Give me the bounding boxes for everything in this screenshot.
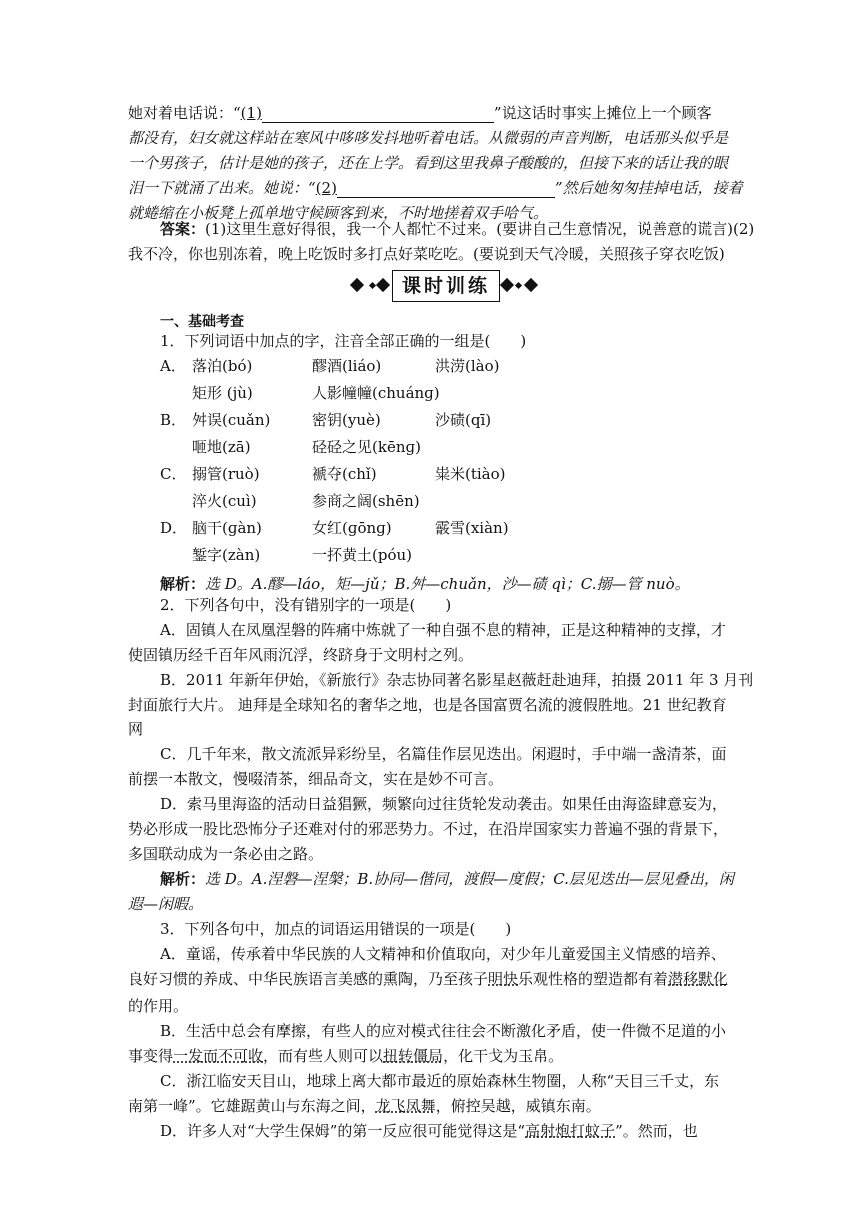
q1-option-item: 醪酒(liáo) (312, 357, 382, 375)
dotted-word: 高射炮打蚊子 (525, 1122, 616, 1140)
passage-text: 她对着电话说：“ (128, 104, 241, 122)
text: D．许多人对“大学生保姆”的第一反应很可能觉得这是“ (160, 1122, 526, 1140)
analysis-text: 选 D。A.涅磐—涅槃；B.协同—偕同，渡假—度假；C.层见迭出—层见叠出，闲 (205, 870, 734, 888)
q1-option-item: 矩形 (jù) (192, 384, 253, 402)
answer-blank-1 (262, 106, 494, 123)
q2-option-b-cont: 网 (128, 720, 144, 738)
dotted-word: 明快 (488, 970, 519, 988)
passage-line-5: 就蜷缩在小板凳上孤单地守候顾客到来，不时地搓着双手哈气。 (128, 204, 549, 222)
q1-option-item: 搦管(ruò) (192, 465, 260, 483)
q1-option-item: 淬火(cuì) (192, 492, 257, 510)
diamond-icon (350, 278, 364, 292)
q2-option-d: D．索马里海盗的活动日益猖獗，频繁向过往货轮发动袭击。如果任由海盗肆意妄为， (160, 795, 728, 813)
section-heading: 一、基础考查 (160, 314, 244, 330)
passage-line-1 (128, 103, 712, 123)
q1-option-item: 粜米(tiào) (435, 465, 506, 483)
q1-option-item: 硁硁之见(kēnɡ) (312, 438, 421, 456)
q1-option-item: 脑干(ɡàn) (192, 519, 262, 537)
q3-stem: 3．下列各句中，加点的词语运用错误的一项是( ) (160, 920, 512, 938)
dot-icon (515, 282, 522, 289)
text: ，而有些人则可以 (263, 1047, 384, 1065)
diamond-icon (524, 278, 538, 292)
q3-option-b-cont (128, 1046, 563, 1066)
q2-analysis-cont: 遐—闲暇。 (128, 895, 204, 913)
q1-stem: 1．下列词语中加点的字，注音全部正确的一组是( ) (160, 332, 527, 350)
q1-option-item: 錾字(zàn) (192, 546, 261, 564)
text: 南第一峰”。它雄踞黄山与东海之间， (128, 1097, 376, 1115)
q1-option-item: 女红(ɡōnɡ) (312, 519, 392, 537)
dotted-word: 龙飞凤舞 (375, 1097, 436, 1115)
q3-option-c: C．浙江临安天目山，地球上离大都市最近的原始森林生物圈，人称“天目三千丈，东 (160, 1072, 720, 1090)
q2-option-c-cont: 前摆一本散文，慢啜清茶，细品奇文，实在是妙不可言。 (128, 770, 504, 788)
q2-option-c: C．几千年来，散文流派异彩纷呈，名篇佳作层见迭出。闲遐时，手中端一盏清茶，面 (160, 745, 727, 763)
dotted-word: 扭转僵局 (383, 1047, 444, 1065)
q1-option-letter: B． (160, 411, 187, 429)
q1-option-item: 舛误(cuǎn) (192, 411, 271, 429)
passage-line-3: 一个男孩子，估计是她的孩子，还在上学。看到这里我鼻子酸酸的，但接下来的话让我的眼 (128, 154, 729, 172)
text: 乐观性格的塑造都有着 (518, 970, 669, 988)
dotted-word: 一发而不可收 (173, 1047, 264, 1065)
q1-option-letter: C． (160, 465, 187, 483)
dotted-word: 潜移默化 (668, 970, 729, 988)
dot-icon (369, 282, 376, 289)
q2-option-d-cont: 多国联动成为一条必由之路。 (128, 845, 324, 863)
q3-option-a-cont: 的作用。 (128, 997, 189, 1015)
analysis-label: 解析： (160, 575, 206, 593)
analysis-label: 解析： (160, 870, 206, 888)
q2-option-a: A．固镇人在凤凰涅磐的阵痛中炼就了一种自强不息的精神，正是这种精神的支撑，才 (160, 621, 726, 639)
passage-text: ”然后她匆匆挂掉电话，接着 (554, 179, 743, 197)
answer-line-1 (160, 219, 754, 239)
q2-option-a-cont: 使固镇历经千百年风雨沉浮，终跻身于文明村之列。 (128, 646, 474, 664)
text: ，俯控吴越，威镇东南。 (435, 1097, 601, 1115)
q1-option-item: 沙碛(qī) (435, 411, 492, 429)
q3-option-a: A．童谣，传承着中华民族的人文精神和价值取向，对少年儿童爱国主义情感的培养、 (160, 945, 726, 963)
blank-number-1: (1) (240, 104, 262, 122)
banner-title: 课时训练 (392, 270, 500, 302)
q2-option-b-cont: 封面旅行大片。 迪拜是全球知名的奢华之地，也是各国富贾名流的渡假胜地。21 世纪教育 (128, 696, 727, 714)
q3-option-b: B．生活中总会有摩擦，有些人的应对模式往往会不断激化矛盾，使一件微不足道的小 (160, 1022, 727, 1040)
passage-text: ”说这话时事实上摊位上一个顾客 (493, 104, 712, 122)
text: 事变得 (128, 1047, 174, 1065)
passage-text: 泪一下就涌了出来。她说：“ (128, 179, 316, 197)
analysis-text: 选 D。A.醪—láo，矩—jǔ；B.舛—chuǎn，沙—碛 qì；C.搦—管 nuò。 (205, 575, 690, 593)
text: ，化干戈为玉帛。 (443, 1047, 564, 1065)
q1-option-item: 洪涝(lào) (435, 357, 500, 375)
q1-option-item: 参商之阔(shēn) (312, 492, 420, 510)
q1-option-item: 密钥(yuè) (312, 411, 381, 429)
q3-option-d (160, 1121, 698, 1141)
q2-analysis (160, 869, 734, 889)
q1-option-item: 一抔黄土(póu) (312, 546, 412, 564)
passage-line-2: 都没有，妇女就这样站在寒风中哆哆发抖地听着电话。从微弱的声音判断，电话那头似乎是 (128, 129, 729, 147)
blank-number-2: (2) (315, 179, 337, 197)
q2-option-d-cont: 势必形成一股比恐怖分子还难对付的邪恶势力。不过，在沿岸国家实力普遍不强的背景下， (128, 820, 729, 838)
passage-line-4 (128, 178, 743, 198)
q1-option-letter: A． (160, 357, 186, 375)
diamond-icon (500, 278, 514, 292)
q1-analysis (160, 574, 690, 594)
q1-option-item: 霰雪(xiàn) (435, 519, 509, 537)
q1-option-item: 人影幢幢(chuánɡ) (312, 384, 440, 402)
text: ”。然而，也 (615, 1122, 698, 1140)
q3-option-a-cont (128, 969, 728, 989)
q3-option-c-cont (128, 1096, 601, 1116)
q1-option-item: 咂地(zā) (192, 438, 251, 456)
diamond-icon (376, 278, 390, 292)
q1-option-item: 褫夺(chǐ) (312, 465, 377, 483)
q2-option-b: B．2011 年新年伊始，《新旅行》杂志协同著名影星赵薇赶赴迪拜，拍摄 2011 年 3 月刊 (160, 671, 754, 689)
answer-line-2: 我不冷，你也别冻着，晚上吃饭时多打点好菜吃吃。(要说到天气冷暖，关照孩子穿衣吃饭) (128, 245, 725, 263)
q1-option-item: 落泊(bó) (192, 357, 253, 375)
answer-blank-2 (337, 181, 555, 198)
q2-stem: 2．下列各句中，没有错别字的一项是( ) (160, 596, 452, 614)
text: 良好习惯的养成、中华民族语言美感的熏陶，乃至孩子 (128, 970, 489, 988)
section-banner (350, 270, 540, 302)
answer-label: 答案： (160, 220, 206, 238)
q1-option-letter: D． (160, 519, 188, 537)
answer-text: (1)这里生意好得很，我一个人都忙不过来。(要讲自己生意情况，说善意的谎言)(2) (205, 220, 755, 238)
